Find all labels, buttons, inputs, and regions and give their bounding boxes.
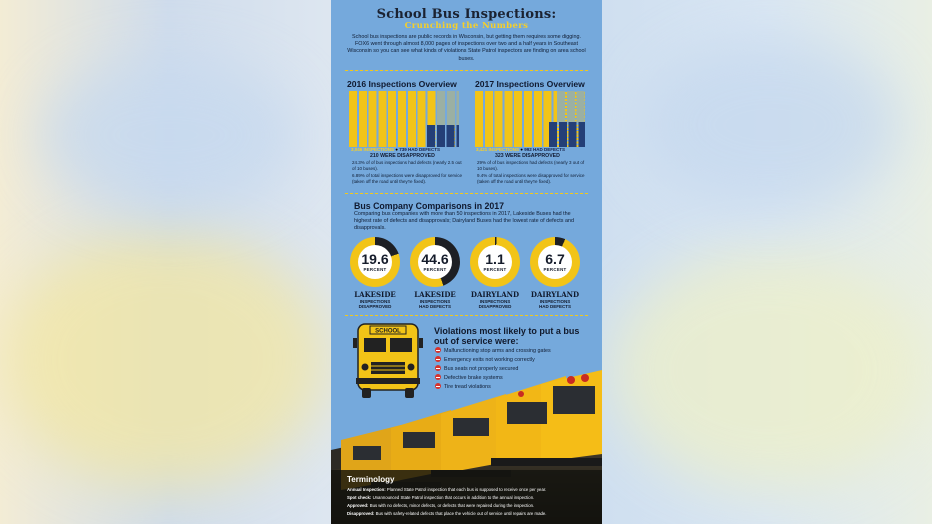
violation-item: Emergency exits not working correctly xyxy=(435,356,535,363)
donut-unit: PERCENT xyxy=(543,267,567,272)
donut-unit: PERCENT xyxy=(423,267,447,272)
terminology-item: Disapproved: Bus with safety-related defects that place the vehicle out of service until repairs are made. xyxy=(347,511,547,516)
donut-unit: PERCENT xyxy=(483,267,507,272)
violation-item: Defective brake systems xyxy=(435,374,503,381)
minus-circle-icon xyxy=(435,347,441,353)
donut-label xyxy=(525,290,585,309)
overview-2016-disapproved: 210 WERE DISAPPROVED xyxy=(370,153,435,159)
donut-center xyxy=(418,245,452,279)
comparison-intro: Comparing bus companies with more than 50 inspections in 2017, Lakeside Buses had the highest rate of defects and disapprovals; Dairyland Buses had the lowest rate of defects and disapprovals. xyxy=(354,211,574,232)
page-subtitle: Crunching the Numbers xyxy=(404,21,529,31)
donut-label xyxy=(405,290,465,309)
divider xyxy=(345,315,588,316)
donut-value: 6.7 xyxy=(545,251,565,267)
donut-value: 1.1 xyxy=(485,251,505,267)
donut-caption: DISAPPROVED xyxy=(478,304,512,310)
percent-donut xyxy=(530,237,580,287)
intro-text: School bus inspections are public records in Wisconsin, but getting them requires some digging. FOX6 went through almost 8,000 pages of inspections over two and a half years in Southeast Wisconsin so you can see what kinds of violations State Patrol inspectors are finding on area school buses. xyxy=(347,34,586,62)
bus-sign-text: SCHOOL xyxy=(375,328,401,335)
overview-2016-heading: 2016 Inspections Overview xyxy=(347,79,457,89)
infographic-panel xyxy=(331,0,602,524)
overview-2016-note: 6.89% of total inspections were disapproved for service (taken off the road until they're fixed). xyxy=(352,173,463,184)
donut-value: 44.6 xyxy=(421,251,449,267)
percent-donut xyxy=(350,237,400,287)
donut-label xyxy=(465,290,525,309)
terminology-item: Annual Inspection: Planned State Patrol inspection that each bus is supposed to receive once per year. xyxy=(347,487,547,492)
background-blur xyxy=(0,230,330,490)
disapproved-bus-icons xyxy=(427,125,459,147)
donut-caption: HAD DEFECTS xyxy=(538,304,571,310)
violation-item: Bus seats not properly secured xyxy=(435,365,518,372)
overview-2017-note: 9.4% of total inspections were disapproved for service (taken off the road until they're fixed). xyxy=(477,173,585,184)
overview-2017-heading: 2017 Inspections Overview xyxy=(475,79,585,89)
page-title: School Bus Inspections: xyxy=(376,7,557,22)
overview-2016-note: 24.3% of of bus inspections had defects (nearly 2.5 out of 10 buses). xyxy=(352,160,462,171)
donut-caption: INSPECTIONS xyxy=(419,299,451,304)
donut-caption: INSPECTIONS xyxy=(479,299,511,304)
donut-caption: INSPECTIONS xyxy=(359,299,391,304)
overview-2017-note: 29% of of bus inspections had defects (nearly 3 out of 10 buses). xyxy=(477,160,585,171)
violation-item: Malfunctioning stop arms and crossing gates xyxy=(435,347,551,354)
donut-value: 19.6 xyxy=(361,251,389,267)
divider xyxy=(345,70,588,71)
terminology-heading: Terminology xyxy=(347,475,395,484)
comparison-heading: Bus Company Comparisons in 2017 xyxy=(354,201,505,211)
overview-2016-counts: 3,046 INSPECTIONS ● 739 HAD DEFECTS xyxy=(351,147,441,152)
defect-bus-icons xyxy=(557,91,585,125)
background-blur xyxy=(610,250,930,490)
donut-company: DAIRYLAND xyxy=(470,290,520,299)
donut-unit: PERCENT xyxy=(363,267,387,272)
violation-item: Tire tread violations xyxy=(435,383,491,390)
percent-donut xyxy=(470,237,520,287)
divider xyxy=(345,193,588,194)
donut-caption: HAD DEFECTS xyxy=(418,304,451,310)
donut-company: DAIRYLAND xyxy=(530,290,580,299)
background-blur xyxy=(40,60,300,210)
donut-center xyxy=(478,245,512,279)
donut-company: LAKESIDE xyxy=(354,290,396,299)
school-bus-row-photo xyxy=(331,370,602,524)
donut-center xyxy=(538,245,572,279)
donut-company: LAKESIDE xyxy=(414,290,456,299)
background-blur xyxy=(640,40,900,210)
violations-heading: Violations most likely to put a bus out of service were: xyxy=(434,326,580,346)
terminology-item: Spot check: Unannounced State Patrol inspection that occurs in addition to the annual inspection. xyxy=(347,495,535,500)
overview-2017-counts: 3,421 INSPECTIONS ● 992 HAD DEFECTS xyxy=(476,147,566,152)
donut-caption: DISAPPROVED xyxy=(358,304,392,310)
bus-icon-grid-2016 xyxy=(349,91,459,147)
percent-donut xyxy=(410,237,460,287)
donut-caption: INSPECTIONS xyxy=(539,299,571,304)
defect-bus-icons xyxy=(437,91,459,125)
minus-circle-icon xyxy=(435,356,441,362)
bus-icon-grid-2017 xyxy=(475,91,585,147)
donut-label xyxy=(345,290,405,309)
disapproved-bus-icons xyxy=(549,122,585,147)
overview-2017-disapproved: 323 WERE DISAPPROVED xyxy=(495,153,560,159)
terminology-item: Approved: Bus with no defects, minor defects, or defects that were repaired during the inspection. xyxy=(347,503,535,508)
donut-center xyxy=(358,245,392,279)
